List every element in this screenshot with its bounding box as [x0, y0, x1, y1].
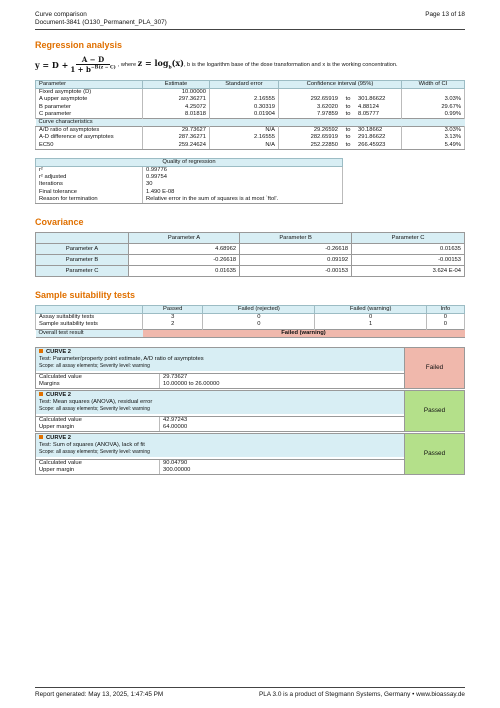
curve-test-key: Calculated value: [39, 416, 82, 423]
regression-formula: [35, 55, 465, 74]
curve-marker-icon: [39, 435, 43, 439]
quality-value: 30: [143, 181, 343, 188]
curve-test-scope: Scope: all assay elements; Severity level: warning: [39, 405, 150, 412]
formula-den-base: 1 + b: [70, 65, 91, 74]
suit-warning: 1: [315, 321, 426, 329]
formula-prefix: y = D +: [35, 59, 69, 70]
overall-label: Overall test result: [36, 329, 143, 337]
curve-test-key: Calculated value: [39, 459, 82, 466]
param-standard-error: N/A: [210, 142, 279, 150]
overall-value: Failed (warning): [143, 329, 465, 337]
curve-test-header: [36, 434, 404, 457]
curve-test-header: [36, 391, 404, 414]
curve-test-main: [36, 434, 404, 474]
characteristics-label: Curve characteristics: [36, 119, 465, 127]
suit-col-rejected: Failed (rejected): [203, 306, 315, 314]
report-generated: Report generated: May 13, 2025, 1:47:45 PM: [35, 691, 164, 698]
quality-label: Reason for termination: [36, 196, 143, 204]
param-ci-high: 301.86622: [355, 96, 402, 103]
quality-table: [35, 158, 343, 204]
curve-test-value: 300.00000: [159, 467, 404, 474]
param-ci-low: 252.22850: [279, 142, 342, 150]
cov-row-label: Parameter B: [36, 255, 129, 266]
param-ci-high: 4.88124: [355, 104, 402, 111]
characteristics-header: [36, 119, 465, 127]
suit-label: Assay suitability tests: [36, 314, 143, 322]
param-ci-to: to: [341, 127, 355, 135]
param-ci-high: 30.18662: [355, 127, 402, 135]
quality-row: [36, 181, 343, 188]
param-standard-error: 2.16555: [210, 96, 279, 103]
formula-z-log: z = log: [137, 58, 169, 69]
quality-row: [36, 196, 343, 204]
curve-marker-icon: [39, 392, 43, 396]
param-ci-to: to: [345, 96, 351, 103]
page-number: Page 13 of 18: [425, 11, 465, 18]
suit-col-passed: Passed: [143, 306, 203, 314]
param-ci-width: 3.03%: [402, 96, 465, 103]
param-ci-high: 291.86622: [355, 134, 402, 141]
curve-test-header: [36, 348, 404, 371]
curve-name: CURVE 2: [46, 348, 72, 355]
cov-value: -0.00153: [352, 255, 465, 266]
col-width-ci: Width of CI: [402, 81, 465, 89]
param-ci-low: [279, 89, 342, 97]
curve-test-main: [36, 348, 404, 388]
suit-passed: 3: [143, 314, 203, 322]
param-ci-width: 29.67%: [402, 104, 465, 111]
curve-test-box: [35, 433, 465, 475]
parameter-table: [35, 80, 465, 150]
cov-value: -0.26618: [129, 255, 240, 266]
suit-info: 0: [426, 321, 464, 329]
suit-rejected: 0: [203, 321, 315, 329]
formula-where: , where: [117, 61, 137, 68]
curve-test-key: Upper margin: [39, 466, 75, 473]
param-ci-width: 0.99%: [402, 111, 465, 119]
suit-info: 0: [426, 314, 464, 322]
parameter-table-header: [36, 81, 465, 89]
param-standard-error: N/A: [210, 127, 279, 135]
quality-label: r²: [36, 167, 143, 175]
parameter-row: [36, 89, 465, 97]
suit-passed: 2: [143, 321, 203, 329]
curve-test-key: Calculated value: [39, 373, 82, 380]
curve-test-value: 90.04790: [159, 460, 404, 467]
parameter-row: [36, 96, 465, 103]
formula-denominator: [70, 65, 115, 74]
document-id: Document-3841 (O130_Permanent_PLA_307): [35, 19, 167, 26]
param-estimate: 8.01818: [143, 111, 210, 119]
curve-test-key: Margins: [39, 380, 60, 387]
param-standard-error: 2.16555: [210, 134, 279, 141]
curve-test-scope: Scope: all assay elements; Severity level: warning: [39, 362, 150, 369]
formula-description: , b is the logarithm base of the dose transformation and x is the working concentration.: [183, 61, 398, 68]
param-ci-width: 3.03%: [402, 127, 465, 135]
product-info: PLA 3.0 is a product of Stegmann Systems, Germany • www.bioassay.de: [258, 691, 465, 698]
suit-rejected: 0: [203, 314, 315, 322]
parameter-row: [36, 127, 465, 135]
overall-result-row: [36, 329, 465, 337]
suitability-heading: Sample suitability tests: [35, 290, 136, 301]
curve-test-name: Test: Parameter/property point estimate, A/D ratio of asymptotes: [39, 355, 204, 362]
col-parameter: Parameter: [36, 81, 143, 89]
regression-heading: Regression analysis: [35, 40, 123, 50]
cov-value: 4.68962: [129, 244, 240, 255]
curve-test-box: [35, 347, 465, 389]
curve-name-line: [39, 392, 401, 399]
curve-test-value: 29.73627: [159, 374, 404, 381]
curve-name: CURVE 2: [46, 434, 72, 441]
param-ci-to: to: [341, 142, 355, 150]
param-name: EC50: [36, 142, 143, 150]
param-standard-error: [210, 89, 279, 97]
cov-row-label: Parameter C: [36, 266, 129, 277]
param-ci-width: 5.49%: [402, 142, 465, 150]
suit-corner: [36, 306, 143, 314]
report-page: [35, 11, 465, 475]
suit-col-warning: Failed (warning): [315, 306, 426, 314]
suit-label: Sample suitability tests: [36, 321, 143, 329]
param-ci-low: 29.26592: [279, 127, 342, 135]
curve-test-box: [35, 390, 465, 432]
curve-test-name: Test: Mean squares (ANOVA), residual error: [39, 398, 153, 405]
covariance-header: [36, 233, 465, 244]
curve-test-main: [36, 391, 404, 431]
param-ci-to: [341, 89, 355, 97]
page-footer: [35, 687, 465, 698]
param-name: A/D ratio of asymptotes: [36, 127, 143, 135]
cov-value: 0.01635: [352, 244, 465, 255]
param-standard-error: 0.30319: [210, 104, 279, 111]
cov-value: 0.09192: [240, 255, 352, 266]
param-standard-error: 0.01904: [210, 111, 279, 119]
param-name: C parameter: [36, 111, 143, 119]
parameter-table-body: [36, 89, 465, 150]
param-ci-high: [355, 89, 402, 97]
param-estimate: 259.24624: [143, 142, 210, 150]
param-name: B parameter: [36, 104, 143, 111]
param-estimate: 297.36271: [143, 96, 210, 103]
covariance-heading: Covariance: [35, 217, 84, 228]
curve-test-status: Passed: [404, 434, 464, 474]
param-name: A upper asymptote: [36, 96, 143, 103]
param-ci-width: [402, 89, 465, 97]
param-estimate: 4.25072: [143, 104, 210, 111]
curve-name-line: [39, 349, 401, 356]
suitability-row: [36, 314, 465, 322]
param-ci-to: to: [345, 134, 351, 141]
param-ci-low: 282.65919: [279, 134, 342, 141]
covariance-row: [36, 266, 465, 277]
suitability-row: [36, 321, 465, 329]
param-estimate: 29.73627: [143, 127, 210, 135]
covariance-body: [36, 244, 465, 277]
curve-test-value: 64.00000: [159, 424, 404, 431]
param-ci-low: 3.62020: [279, 104, 342, 111]
param-ci-high: 8.05777: [355, 111, 402, 119]
formula-z: [138, 58, 184, 71]
curve-test-value: 42.97243: [159, 417, 404, 424]
param-ci-low: 7.97859: [279, 111, 342, 119]
curve-tests: [35, 347, 465, 475]
curve-name-line: [39, 435, 401, 442]
quality-row: [36, 174, 343, 181]
covariance-row: [36, 255, 465, 266]
curve-test-row: [36, 467, 404, 474]
quality-label: r² adjusted: [36, 174, 143, 181]
param-estimate: 10.00000: [143, 89, 210, 97]
quality-row: [36, 167, 343, 175]
quality-row: [36, 189, 343, 196]
col-estimate: Estimate: [143, 81, 210, 89]
quality-table-body: [36, 167, 343, 204]
formula-exponent: −B(z − C): [90, 65, 116, 71]
param-name: Fixed asymptote (D): [36, 89, 143, 97]
curve-test-scope: Scope: all assay elements; Severity level: warning: [39, 448, 150, 455]
page-header: [35, 11, 465, 27]
quality-value: 0.99754: [143, 174, 343, 181]
param-ci-to: to: [345, 110, 351, 117]
formula-z-base: b: [168, 65, 172, 71]
parameter-row: [36, 104, 465, 111]
curve-test-key: Upper margin: [39, 423, 75, 430]
quality-value: Relative error in the sum of squares is at most `ftol'.: [143, 196, 343, 204]
suit-col-info: Info: [426, 306, 464, 314]
cov-corner: [36, 233, 129, 244]
param-name: A-D difference of asymptotes: [36, 134, 143, 141]
covariance-table: [35, 232, 465, 277]
formula-z-arg: (x): [171, 58, 184, 69]
quality-heading: Quality of regression: [36, 158, 343, 166]
param-ci-to: to: [345, 103, 351, 110]
param-estimate: 287.36271: [143, 134, 210, 141]
curve-test-status: Failed: [404, 348, 464, 388]
parameter-row: [36, 134, 465, 141]
col-standard-error: Standard error: [210, 81, 279, 89]
cov-value: -0.26618: [240, 244, 352, 255]
curve-test-row: [36, 381, 404, 388]
curve-test-row: [36, 459, 404, 467]
curve-test-name: Test: Sum of squares (ANOVA), lack of fit: [39, 441, 145, 448]
cov-col-a: Parameter A: [129, 233, 240, 244]
cov-row-label: Parameter A: [36, 244, 129, 255]
cov-col-b: Parameter B: [240, 233, 352, 244]
quality-label: Final tolerance: [36, 189, 143, 196]
param-ci-high: 266.45923: [355, 142, 402, 150]
suitability-body: [36, 314, 465, 329]
suitability-header: [36, 306, 465, 314]
cov-col-c: Parameter C: [352, 233, 465, 244]
cov-value: 0.01635: [129, 266, 240, 277]
formula-numerator: A − D: [76, 55, 110, 65]
covariance-row: [36, 244, 465, 255]
suit-warning: 0: [315, 314, 426, 322]
curve-name: CURVE 2: [46, 391, 72, 398]
quality-value: 1.490 E-08: [143, 189, 343, 196]
curve-test-row: [36, 416, 404, 424]
quality-label: Iterations: [36, 181, 143, 188]
report-title: Curve comparison: [35, 11, 87, 18]
curve-test-value: 10.00000 to 26.00000: [159, 381, 404, 388]
param-ci-low: 292.65919: [279, 96, 342, 103]
header-rule: [35, 29, 465, 30]
curve-test-status: Passed: [404, 391, 464, 431]
col-confidence-interval: Confidence interval (95%): [279, 81, 402, 89]
cov-value: -0.00153: [240, 266, 352, 277]
curve-test-row: [36, 424, 404, 431]
curve-marker-icon: [39, 349, 43, 353]
formula-fraction: [70, 55, 115, 74]
parameter-row: [36, 111, 465, 119]
curve-test-row: [36, 373, 404, 381]
cov-value: 3.624 E-04: [352, 266, 465, 277]
parameter-row: [36, 142, 465, 150]
quality-value: 0.99776: [143, 167, 343, 175]
suitability-table: [35, 305, 465, 338]
param-ci-width: 3.13%: [402, 134, 465, 141]
